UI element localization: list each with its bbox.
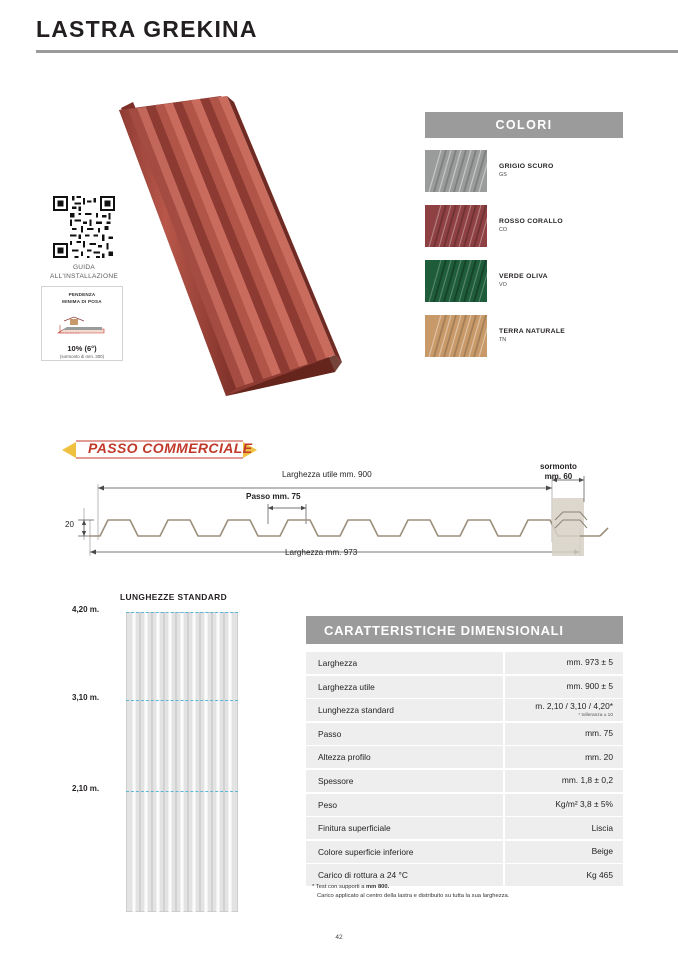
row-label: Carico di rottura a 24 °C: [306, 864, 503, 886]
length-mark-210: 2,10 m.: [72, 784, 100, 793]
standard-lengths-panel: [126, 612, 238, 912]
color-item[interactable]: [425, 203, 623, 249]
length-mark-420: 4,20 m.: [72, 605, 100, 614]
row-value: [505, 746, 623, 768]
color-swatch-verde-oliva: [425, 260, 487, 302]
footnote-prefix: * Test con supporti a: [312, 884, 367, 890]
footnote-bold: mm 800.: [366, 884, 390, 890]
row-label: Finitura superficiale: [306, 817, 503, 839]
color-code: GS: [499, 172, 507, 179]
pendenza-value: 10% (6°): [67, 343, 97, 353]
pendenza-title-line1: PENDENZA: [68, 292, 96, 297]
qr-caption-line1: GUIDA: [72, 264, 96, 271]
pendenza-title: [42, 292, 122, 306]
color-labels: [499, 163, 554, 178]
passo-commerciale-label: PASSO COMMERCIALE: [88, 440, 253, 456]
row-value: [505, 817, 623, 839]
table-footnote: [312, 883, 632, 901]
label-passo: Passo mm. 75: [246, 492, 301, 501]
row-label: Larghezza utile: [306, 676, 503, 698]
table-row: [306, 841, 623, 863]
row-value-note: * tolleranza ± 10: [578, 712, 613, 718]
row-label: Colore superficie inferiore: [306, 841, 503, 863]
profile-drawing: [60, 462, 620, 572]
product-image: [103, 82, 403, 412]
minimum-slope-box: [41, 286, 123, 361]
footnote-line2: Carico applicato al centro della lastra e distribuito su tutta la sua larghezza.: [317, 892, 510, 899]
row-value-main: mm. 20: [585, 751, 613, 762]
row-value: [505, 652, 623, 674]
row-label: Larghezza: [306, 652, 503, 674]
pendenza-title-line2: MINIMA DI POSA: [62, 298, 102, 304]
row-value-main: mm. 900 ± 5: [566, 680, 613, 691]
row-value-main: mm. 1,8 ± 0,2: [561, 775, 613, 786]
row-value: [505, 676, 623, 698]
row-value-main: Kg/m² 3,8 ± 5%: [555, 798, 613, 809]
row-label: Spessore: [306, 770, 503, 792]
pendenza-note: (sormonto di mm. 300): [59, 353, 105, 359]
row-value: [505, 770, 623, 792]
table-row: [306, 652, 623, 674]
row-value: [505, 699, 623, 721]
row-value: [505, 723, 623, 745]
row-label: Lunghezza standard: [306, 699, 503, 721]
swatch-ribs-icon: [425, 315, 487, 357]
color-code: TN: [499, 337, 507, 344]
color-labels: [499, 218, 563, 233]
colors-list: [425, 148, 623, 368]
table-row: [306, 676, 623, 698]
swatch-ribs-icon: [425, 205, 487, 247]
color-name: VERDE OLIVA: [499, 273, 548, 281]
label-altezza-profilo: 20: [65, 520, 74, 529]
color-item[interactable]: [425, 313, 623, 359]
length-dash-210: [126, 791, 238, 792]
row-value-main: Liscia: [591, 822, 613, 833]
standard-lengths-title: LUNGHEZZE STANDARD: [120, 592, 228, 602]
length-dash-420: [126, 612, 238, 613]
passo-commerciale-banner: [62, 437, 257, 463]
row-value: [505, 794, 623, 816]
slope-diagram-icon: [54, 309, 110, 337]
table-row: [306, 699, 623, 721]
swatch-ribs-icon: [425, 260, 487, 302]
color-swatch-grigio-scuro: [425, 150, 487, 192]
page-title: LASTRA GREKINA: [36, 16, 258, 42]
title-divider: [36, 50, 678, 53]
color-code: VO: [499, 282, 507, 289]
color-name: ROSSO CORALLO: [499, 218, 563, 226]
row-value-main: mm. 75: [585, 728, 613, 739]
table-row: [306, 723, 623, 745]
qr-caption: [42, 264, 126, 282]
sheet-lengths-illustration: [126, 612, 238, 912]
table-row: [306, 770, 623, 792]
swatch-ribs-icon: [425, 150, 487, 192]
row-value-main: m. 2,10 / 3,10 / 4,20*: [535, 701, 613, 712]
row-label: Passo: [306, 723, 503, 745]
colors-panel-header: COLORI: [425, 112, 623, 138]
corrugated-sheet-illustration: [103, 82, 403, 412]
length-mark-310: 3,10 m.: [72, 693, 100, 702]
dimensional-characteristics-table: [306, 652, 623, 888]
color-name: GRIGIO SCURO: [499, 163, 554, 171]
row-label: Peso: [306, 794, 503, 816]
qr-code-icon[interactable]: [53, 196, 115, 258]
label-sormonto: [540, 462, 577, 483]
color-name: TERRA NATURALE: [499, 328, 566, 336]
table-row: [306, 817, 623, 839]
installation-guide-qr[interactable]: [42, 196, 126, 282]
label-larghezza-utile: Larghezza utile mm. 900: [282, 470, 372, 479]
row-value-main: Kg 465: [586, 869, 613, 880]
color-item[interactable]: [425, 148, 623, 194]
row-value: [505, 841, 623, 863]
sormonto-line2: mm. 60: [544, 472, 573, 482]
row-value-main: mm. 973 ± 5: [566, 657, 613, 668]
label-larghezza: Larghezza mm. 973: [285, 548, 358, 557]
color-labels: [499, 273, 548, 288]
color-labels: [499, 328, 565, 343]
color-code: CO: [499, 227, 508, 234]
sormonto-line1: sormonto: [540, 462, 577, 471]
page-number: 42: [335, 934, 343, 941]
color-item[interactable]: [425, 258, 623, 304]
row-label: Altezza profilo: [306, 746, 503, 768]
length-dash-310: [126, 700, 238, 701]
table-row: [306, 794, 623, 816]
color-swatch-rosso-corallo: [425, 205, 487, 247]
row-value-main: Beige: [591, 846, 613, 857]
qr-caption-line2: ALL'INSTALLAZIONE: [50, 272, 118, 280]
color-swatch-terra-naturale: [425, 315, 487, 357]
dimensional-characteristics-header: CARATTERISTICHE DIMENSIONALI: [306, 616, 623, 644]
table-row: [306, 746, 623, 768]
